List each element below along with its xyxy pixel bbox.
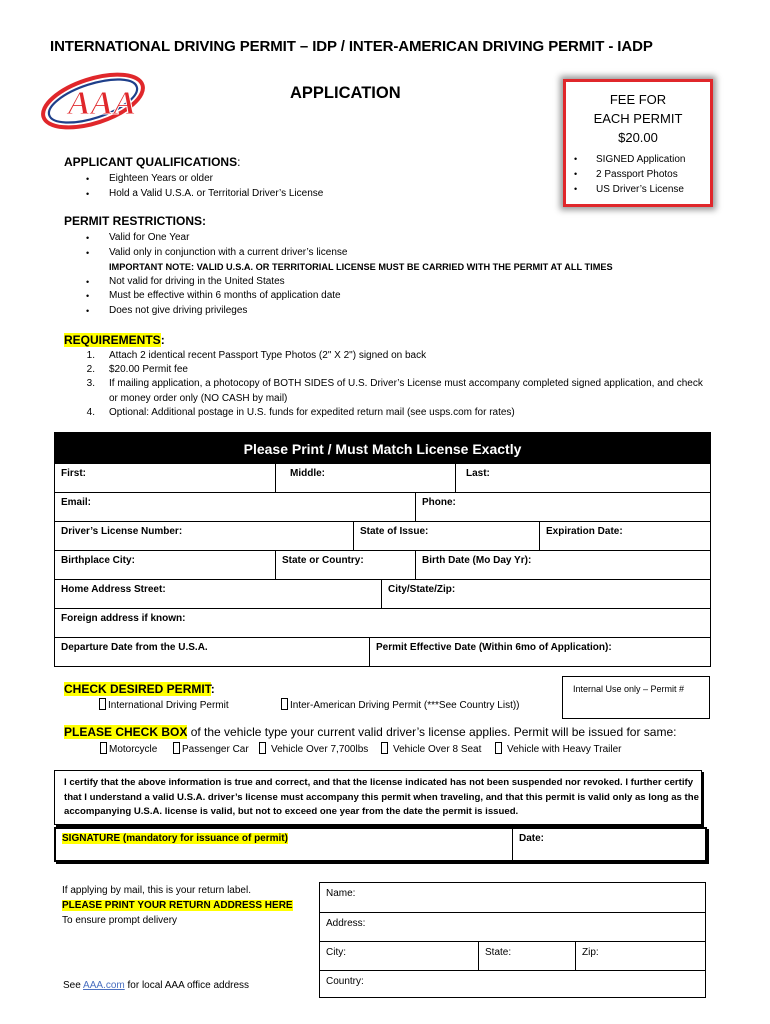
vehicle-option-passenger-car[interactable] bbox=[173, 742, 249, 755]
option-label: Vehicle Over 7,700lbs bbox=[271, 744, 369, 755]
item-number: 4. bbox=[86, 406, 95, 418]
heading-colon: : bbox=[210, 682, 215, 696]
vehicle-option-over-8-seat[interactable] bbox=[381, 742, 481, 755]
note-text: for local AAA office address bbox=[124, 980, 250, 991]
list-item: • US Driver’s License bbox=[574, 182, 686, 197]
option-label: Vehicle with Heavy Trailer bbox=[507, 744, 622, 755]
option-label: Vehicle Over 8 Seat bbox=[393, 744, 482, 755]
return-country-field[interactable]: Country: bbox=[326, 976, 364, 987]
heading-text: CHECK DESIRED PERMIT bbox=[64, 682, 211, 696]
return-zip-field[interactable]: Zip: bbox=[575, 942, 706, 970]
last-name-field[interactable]: Last: bbox=[455, 464, 711, 492]
item-number: 1. bbox=[86, 350, 95, 361]
instruction-line: To ensure prompt delivery bbox=[62, 914, 178, 926]
return-name-field[interactable]: Name: bbox=[326, 888, 356, 899]
qualifications-list bbox=[86, 172, 323, 201]
heading-text: PLEASE CHECK BOX bbox=[64, 725, 188, 739]
effective-date-field[interactable]: Permit Effective Date (Within 6mo of Application): bbox=[369, 638, 711, 667]
signature-field[interactable] bbox=[62, 833, 288, 844]
checkbox[interactable] bbox=[281, 698, 288, 710]
foreign-address-field[interactable]: Foreign address if known: bbox=[61, 613, 186, 624]
item-text: Optional: Additional postage in U.S. funds for expedited return mail (see usps.com for rates) bbox=[109, 406, 515, 418]
license-number-field[interactable]: Driver’s License Number: bbox=[61, 526, 183, 537]
application-heading: APPLICATION bbox=[290, 84, 401, 102]
heading-rest: of the vehicle type your current valid driver’s license applies. Permit will be issued for same: bbox=[187, 725, 677, 739]
return-address-field[interactable]: Address: bbox=[326, 918, 366, 929]
checkbox[interactable] bbox=[259, 742, 266, 754]
email-field[interactable]: Email: bbox=[61, 497, 92, 508]
first-name-field[interactable]: First: bbox=[61, 468, 86, 479]
city-state-zip-field[interactable]: City/State/Zip: bbox=[381, 580, 711, 608]
expiration-date-field[interactable]: Expiration Date: bbox=[539, 522, 711, 550]
list-item: • Not valid for driving in the United States bbox=[86, 275, 613, 290]
restrictions-heading: PERMIT RESTRICTIONS: bbox=[64, 214, 207, 228]
state-of-issue-field[interactable]: State of Issue: bbox=[353, 522, 539, 550]
permit-option-iadp[interactable] bbox=[281, 698, 520, 711]
list-item bbox=[85, 363, 705, 377]
list-item: • Eighteen Years or older bbox=[86, 172, 323, 187]
item-number: 2. bbox=[86, 364, 95, 376]
return-state-field[interactable]: State: bbox=[478, 942, 575, 970]
list-item: • SIGNED Application bbox=[574, 152, 686, 167]
heading-text: APPLICANT QUALIFICATIONS bbox=[64, 155, 238, 169]
restrictions-list bbox=[86, 231, 613, 319]
heading-text: REQUIREMENTS bbox=[64, 333, 161, 347]
aaa-logo bbox=[38, 66, 150, 136]
option-label: Motorcycle bbox=[109, 744, 158, 755]
fee-amount: $20.00 bbox=[618, 130, 658, 145]
home-address-field[interactable]: Home Address Street: bbox=[61, 584, 166, 595]
requirements-list bbox=[85, 349, 705, 420]
address-row bbox=[320, 970, 705, 998]
vehicle-option-heavy-trailer[interactable] bbox=[495, 742, 622, 755]
option-label: Passenger Car bbox=[182, 744, 249, 755]
qualifications-heading bbox=[64, 155, 240, 169]
requirements-heading bbox=[64, 333, 165, 347]
signature-label: SIGNATURE (mandatory for issuance of permit) bbox=[62, 833, 288, 844]
list-item: • Valid for One Year bbox=[86, 231, 613, 246]
applicant-form bbox=[54, 432, 711, 667]
aaa-link[interactable]: AAA.com bbox=[83, 980, 125, 991]
instruction-highlight: PLEASE PRINT YOUR RETURN ADDRESS HERE bbox=[62, 899, 293, 911]
signature-date-field[interactable]: Date: bbox=[512, 829, 702, 860]
internal-use-box: Internal Use only – Permit # bbox=[562, 676, 710, 719]
note-text: See bbox=[63, 980, 84, 991]
birth-date-field[interactable]: Birth Date (Mo Day Yr): bbox=[415, 551, 711, 579]
list-item: • Valid only in conjunction with a current driver’s license bbox=[86, 246, 613, 261]
checkbox[interactable] bbox=[173, 742, 180, 754]
phone-field[interactable]: Phone: bbox=[415, 493, 711, 521]
return-label-instructions bbox=[62, 884, 293, 928]
option-label: International Driving Permit bbox=[108, 700, 229, 711]
list-item: • Hold a Valid U.S.A. or Territorial Driver’s License bbox=[86, 187, 323, 202]
fee-text bbox=[566, 90, 710, 147]
form-row-birth bbox=[55, 550, 710, 579]
permit-choice-heading bbox=[64, 682, 215, 696]
signature-row bbox=[54, 827, 707, 862]
checkbox[interactable] bbox=[99, 698, 106, 710]
item-text: $20.00 Permit fee bbox=[109, 364, 188, 376]
return-city-field[interactable]: City: bbox=[326, 947, 346, 958]
middle-name-field[interactable]: Middle: bbox=[275, 464, 455, 492]
item-number: 3. bbox=[86, 378, 95, 390]
form-row-address bbox=[55, 579, 710, 608]
heading-colon: : bbox=[160, 333, 165, 347]
permit-option-idp[interactable] bbox=[99, 698, 229, 711]
vehicle-heading bbox=[64, 725, 676, 739]
form-row-contact bbox=[55, 492, 710, 521]
heading-colon: : bbox=[237, 155, 241, 169]
fee-line: EACH PERMIT bbox=[593, 111, 683, 126]
list-item: • Does not give driving privileges bbox=[86, 304, 613, 319]
checkbox[interactable] bbox=[381, 742, 388, 754]
address-row bbox=[320, 912, 705, 941]
form-row-dates bbox=[55, 637, 710, 667]
list-item bbox=[85, 377, 705, 405]
checkbox[interactable] bbox=[100, 742, 107, 754]
fee-box bbox=[563, 79, 713, 207]
page-title: INTERNATIONAL DRIVING PERMIT – IDP / INTER-AMERICAN DRIVING PERMIT - IADP bbox=[50, 38, 653, 55]
address-row bbox=[320, 941, 705, 970]
item-text: If mailing application, a photocopy of BOTH SIDES of U.S. Driver’s License must accompany completed signed application, and check or money order only (NO CASH by mail) bbox=[109, 378, 703, 404]
svg-text:AAA: AAA bbox=[68, 85, 137, 122]
fee-line: FEE FOR bbox=[609, 92, 667, 107]
aaa-office-note bbox=[63, 980, 249, 991]
state-or-country-field[interactable]: State or Country: bbox=[275, 551, 415, 579]
list-item bbox=[85, 349, 705, 363]
vehicle-option-motorcycle[interactable] bbox=[100, 742, 157, 755]
form-row-license bbox=[55, 521, 710, 550]
return-address-box bbox=[319, 882, 706, 998]
list-item: • 2 Passport Photos bbox=[574, 167, 686, 182]
address-row bbox=[320, 883, 705, 912]
instruction-line: If applying by mail, this is your return label. bbox=[62, 885, 251, 896]
list-item: • Must be effective within 6 months of application date bbox=[86, 289, 613, 304]
form-row-foreign bbox=[55, 608, 710, 637]
vehicle-option-over-7700[interactable] bbox=[259, 742, 368, 755]
option-label: Inter-American Driving Permit (***See Country List)) bbox=[290, 700, 520, 711]
item-text: Attach 2 identical recent Passport Type Photos (2" X 2") signed on back bbox=[109, 350, 427, 361]
form-row-name bbox=[55, 463, 710, 492]
form-heading: Please Print / Must Match License Exactly bbox=[55, 433, 710, 463]
fee-requirements-list bbox=[574, 152, 686, 197]
important-note: IMPORTANT NOTE: VALID U.S.A. OR TERRITORIAL LICENSE MUST BE CARRIED WITH THE PERMIT AT ALL TIMES bbox=[109, 262, 613, 273]
birthplace-city-field[interactable]: Birthplace City: bbox=[61, 555, 135, 566]
checkbox[interactable] bbox=[495, 742, 502, 754]
departure-date-field[interactable]: Departure Date from the U.S.A. bbox=[61, 642, 208, 653]
certification-text: I certify that the above information is true and correct, and that the license indicated has not been suspended nor revoked. I further certify that I understand a valid U.S.A. driver’s license must accompany this permit when traveling, and that this permit is valid only as long as the accompanying U.S.A. license is valid, but not to exceed one year from the date the permit is issued. bbox=[54, 770, 702, 825]
list-item bbox=[85, 406, 705, 420]
